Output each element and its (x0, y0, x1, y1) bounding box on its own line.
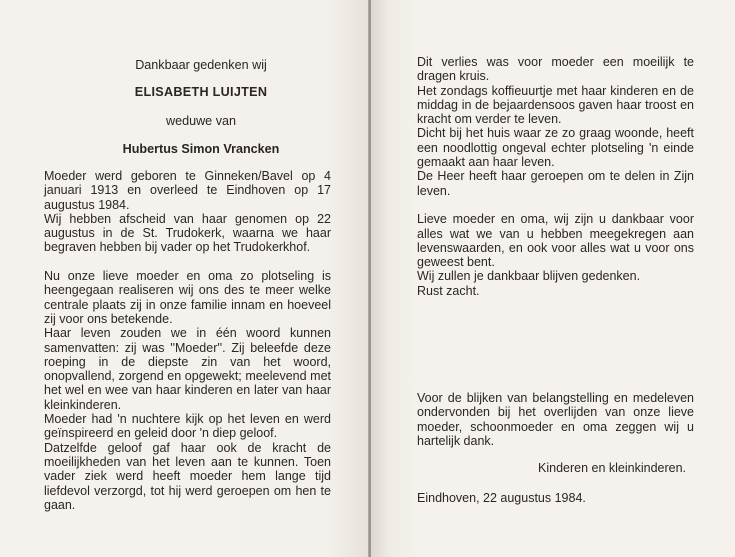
paragraph-strength: Datzelfde geloof gaf haar ook de kracht de moeilijkheden van het leven aan te kunnen. Toen vader ziek werd heeft moeder hem lange tijd liefdevol verzorgd, tot hij werd geroepen om hen te gaan. (44, 440, 331, 512)
paragraph-meaning: Nu onze lieve moeder en oma zo plotseling is heengegaan realiseren wij ons des te meer welke centrale plaats zij in onze familie innam en hoeveel zij voor ons betekende. (44, 269, 331, 326)
husband-name: Hubertus Simon Vrancken (122, 142, 280, 156)
paragraph-called: De Heer heeft haar geroepen om te delen in Zijn leven. (417, 169, 694, 198)
paragraph-mother: Haar leven zouden we in één woord kunnen samenvatten: zij was ''Moeder''. Zij beleefde deze roeping in de diepste zin van het woord, onopvallend, zorgend en opgewekt; meelevend met het wel en wee van haar kinderen en later van haar kleinkinderen. (44, 326, 331, 412)
paragraph-farewell: Wij hebben afscheid van haar genomen op 22 augustus in de St. Trudokerk, waarna we haar begraven hebben bij vader op het Trudokerkhof. (44, 211, 331, 255)
paragraph-loss: Dit verlies was voor moeder een moeilijk te dragen kruis. (417, 55, 694, 84)
thanks-text (417, 391, 694, 448)
date-line: Eindhoven, 22 augustus 1984. (417, 491, 586, 505)
right-body-text (417, 55, 694, 298)
paragraph-faith: Moeder had 'n nuchtere kijk op het leven en werd geïnspireerd en geleid door 'n diep geloof. (44, 412, 331, 441)
paragraph-birth: Moeder werd geboren te Ginneken/Bavel op 4 januari 1913 en overleed te Eindhoven op 17 augustus 1984. (44, 169, 331, 212)
signature-text: Kinderen en kleinkinderen. (538, 461, 687, 475)
heading-text: Dankbaar gedenken wij (135, 58, 267, 72)
paragraph-sunday: Het zondags koffieuurtje met haar kinderen en de middag in de bejaardensoos gaven haar troost en kracht om verder te leven. (417, 83, 694, 127)
widow-of-text: weduwe van (165, 114, 236, 128)
paragraph-accident: Dicht bij het huis waar ze zo graag woonde, heeft een noodlottig ongeval echter plotseling 'n einde gemaakt aan haar leven. (417, 126, 694, 170)
paragraph-thanks: Voor de blijken van belangstelling en medeleven ondervonden bij het overlijden van onze lieve moeder, schoonmoeder en oma zeggen wij u hartelijk dank. (417, 391, 694, 448)
paragraph-rest: Rust zacht. (417, 283, 480, 298)
deceased-name: ELISABETH LUIJTEN (134, 85, 268, 99)
paragraph-gratitude: Lieve moeder en oma, wij zijn u dankbaar voor alles wat we van u hebben meegekregen aan levenswaarden, en ook voor alles wat u voor ons geweest bent. (417, 212, 694, 270)
paragraph-remember: Wij zullen je dankbaar blijven gedenken. (417, 269, 641, 284)
left-body-text (44, 169, 331, 512)
